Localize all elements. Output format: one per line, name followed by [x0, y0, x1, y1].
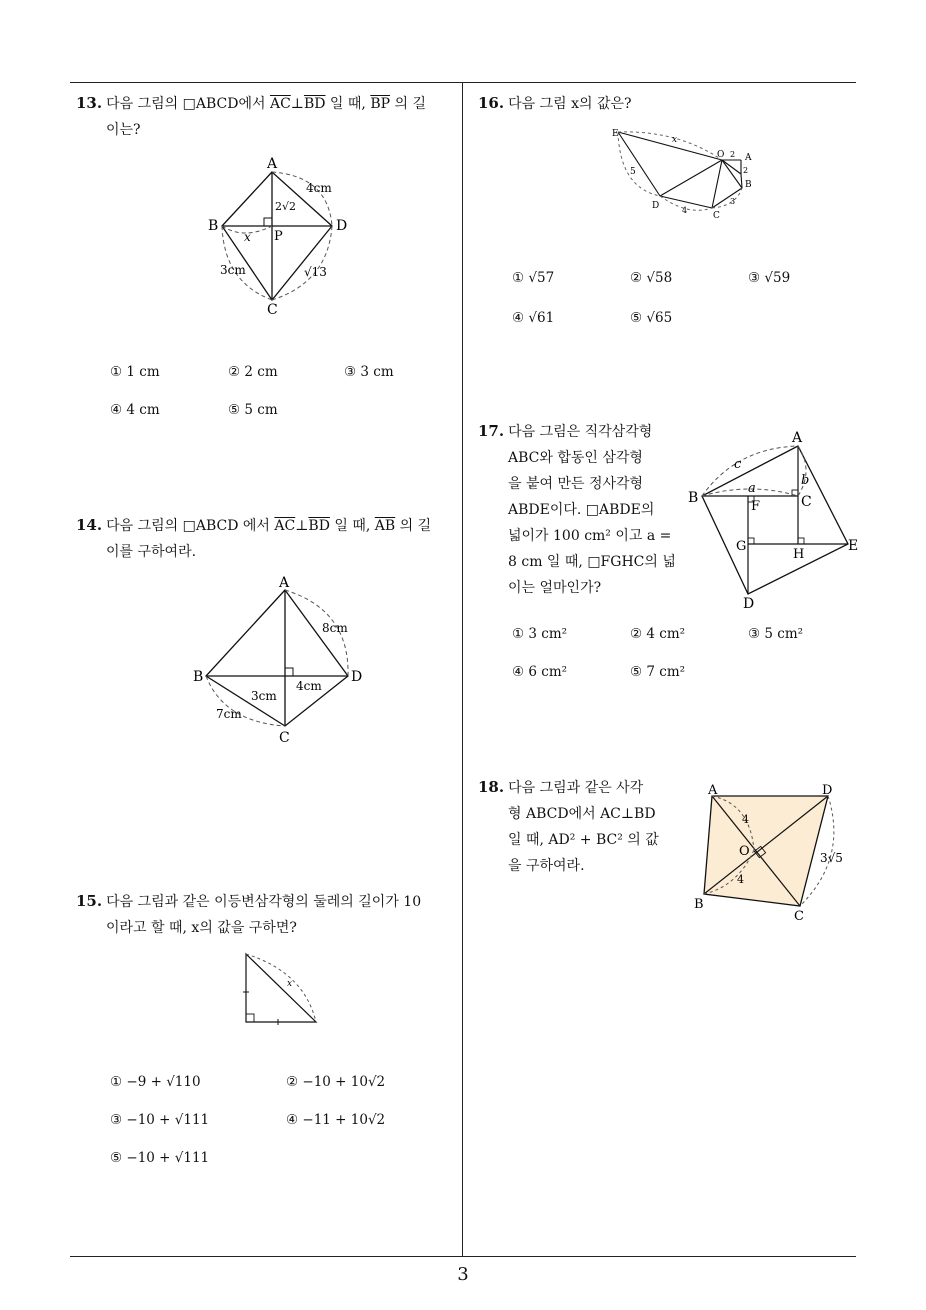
- label-D: D: [351, 669, 363, 685]
- question-number: 14.: [76, 516, 103, 534]
- question-text: 을 구하여라.: [508, 858, 585, 874]
- choice-1[interactable]: ① 1 cm: [110, 364, 160, 380]
- label-C: C: [279, 730, 290, 746]
- figure-13: [200, 150, 360, 320]
- label-x: x: [672, 135, 678, 145]
- question-15: [76, 888, 460, 941]
- label-P: P: [274, 229, 283, 244]
- question-text: 다음 그림과 같은 이등변삼각형의 둘레의 길이가 10: [106, 894, 422, 910]
- figure-17: [684, 424, 864, 614]
- choice-2[interactable]: ② 4 cm²: [630, 626, 686, 642]
- label-len: 3cm: [220, 263, 246, 277]
- label-num: 4: [742, 813, 749, 826]
- question-text: 형 ABCD에서 AC⊥BD: [508, 806, 656, 822]
- choice-5[interactable]: ⑤ −10 + √111: [110, 1150, 210, 1166]
- question-17: [478, 418, 678, 601]
- label-len: 7cm: [216, 707, 242, 721]
- label-D: D: [336, 218, 348, 234]
- label-a: a: [748, 481, 756, 496]
- label-E: E: [848, 538, 859, 554]
- choice-4[interactable]: ④ 4 cm: [110, 402, 160, 418]
- label-A: A: [267, 156, 278, 172]
- label-F: F: [751, 499, 761, 514]
- top-rule: [70, 82, 856, 83]
- label-x: x: [244, 230, 251, 244]
- segment-label: $\overline{AC}$: [269, 96, 291, 112]
- choice-5[interactable]: ⑤ √65: [630, 310, 673, 326]
- question-text: 넓이가 100 cm² 이고 a =: [508, 528, 672, 544]
- label-D: D: [743, 596, 755, 612]
- choice-4[interactable]: ④ 6 cm²: [512, 664, 568, 680]
- perp-symbol: ⊥: [295, 518, 309, 534]
- segment-label: $\overline{AB}$: [374, 518, 396, 534]
- question-text: 다음 그림 x의 값은?: [508, 96, 632, 112]
- question-text: 다음 그림의 □ABCD에서: [106, 96, 270, 112]
- label-O: O: [717, 150, 725, 160]
- question-number: 16.: [478, 94, 505, 112]
- label-B: B: [694, 897, 704, 912]
- question-text: 다음 그림은 직각삼각형: [508, 424, 653, 440]
- bottom-rule: [70, 1256, 856, 1257]
- question-number: 17.: [478, 422, 505, 440]
- question-text: 의 길: [390, 96, 426, 112]
- label-C: C: [801, 494, 812, 510]
- choice-3[interactable]: ③ √59: [748, 270, 791, 286]
- segment-label: $\overline{BP}$: [370, 96, 391, 112]
- label-B: B: [745, 180, 752, 190]
- question-text: ABDE이다. □ABDE의: [508, 502, 655, 518]
- label-C: C: [794, 909, 804, 924]
- label-len: 4cm: [306, 181, 332, 195]
- question-text: 의 길: [395, 518, 432, 534]
- page-number: 3: [457, 1264, 469, 1285]
- label-num: 4: [682, 206, 688, 215]
- label-O: O: [739, 844, 750, 859]
- segment-label: $\overline{AC}$: [274, 518, 296, 534]
- label-D: D: [822, 783, 833, 798]
- label-num: 3: [730, 197, 736, 206]
- choice-1[interactable]: ① −9 + √110: [110, 1074, 201, 1090]
- choice-3[interactable]: ③ −10 + √111: [110, 1112, 210, 1128]
- choice-2[interactable]: ② √58: [630, 270, 673, 286]
- choice-3[interactable]: ③ 3 cm: [344, 364, 394, 380]
- question-text: 이는 얼마인가?: [508, 580, 602, 596]
- question-16: [478, 90, 848, 117]
- label-len: 2√2: [275, 200, 297, 213]
- question-text: 다음 그림의 □ABCD 에서: [106, 518, 275, 534]
- question-13: [76, 90, 456, 143]
- question-number: 13.: [76, 94, 103, 112]
- choice-5[interactable]: ⑤ 7 cm²: [630, 664, 686, 680]
- choice-3[interactable]: ③ 5 cm²: [748, 626, 804, 642]
- perp-symbol: ⊥: [290, 96, 304, 112]
- label-c: c: [734, 457, 742, 472]
- label-len: 3cm: [251, 689, 277, 703]
- choice-4[interactable]: ④ −11 + 10√2: [286, 1112, 386, 1128]
- question-text: 일 때,: [329, 518, 375, 534]
- label-C: C: [267, 302, 278, 318]
- figure-16: [608, 122, 768, 226]
- label-num: 2: [743, 166, 749, 175]
- label-len: √13: [304, 265, 327, 279]
- question-number: 18.: [478, 778, 505, 796]
- figure-18: [688, 778, 864, 928]
- question-text: 일 때,: [325, 96, 371, 112]
- label-D: D: [652, 201, 660, 211]
- choice-4[interactable]: ④ √61: [512, 310, 555, 326]
- label-A: A: [745, 153, 752, 163]
- label-A: A: [708, 783, 718, 798]
- choice-2[interactable]: ② 2 cm: [228, 364, 278, 380]
- segment-label: $\overline{BD}$: [303, 96, 326, 112]
- choice-1[interactable]: ① √57: [512, 270, 555, 286]
- label-A: A: [792, 430, 803, 446]
- label-H: H: [793, 547, 805, 562]
- label-len: 4cm: [296, 679, 322, 693]
- question-text: 일 때, AD² + BC² 의 값: [508, 832, 659, 848]
- label-num: 2: [730, 150, 736, 159]
- label-num: 4: [737, 873, 744, 886]
- question-text: ABC와 합동인 삼각형: [508, 450, 643, 466]
- question-14: [76, 512, 456, 565]
- question-18: [478, 774, 684, 879]
- label-len: 3√5: [820, 851, 843, 865]
- question-number: 15.: [76, 892, 103, 910]
- label-b: b: [801, 473, 810, 488]
- label-A: A: [279, 575, 290, 591]
- column-divider: [462, 82, 463, 1256]
- label-len: 8cm: [322, 621, 348, 635]
- label-C: C: [713, 211, 720, 221]
- question-text: 다음 그림과 같은 사각: [508, 780, 644, 796]
- figure-14: [190, 572, 370, 748]
- choice-5[interactable]: ⑤ 5 cm: [228, 402, 278, 418]
- question-text: 이라고 할 때, x의 값을 구하면?: [106, 920, 297, 936]
- question-text: 8 cm 일 때, □FGHC의 넓: [508, 554, 676, 570]
- question-text: 을 붙여 만든 정사각형: [508, 476, 644, 492]
- label-G: G: [736, 539, 747, 554]
- question-text: 이는?: [106, 122, 141, 138]
- label-num: 5: [630, 167, 636, 177]
- choice-1[interactable]: ① 3 cm²: [512, 626, 568, 642]
- label-B: B: [208, 218, 219, 234]
- choice-2[interactable]: ② −10 + 10√2: [286, 1074, 386, 1090]
- figure-15: [238, 948, 328, 1028]
- label-E: E: [612, 129, 619, 139]
- question-text: 이를 구하여라.: [106, 544, 197, 560]
- label-B: B: [688, 490, 699, 506]
- segment-label: $\overline{BD}$: [308, 518, 330, 534]
- label-B: B: [193, 669, 204, 685]
- label-x: x: [287, 979, 293, 989]
